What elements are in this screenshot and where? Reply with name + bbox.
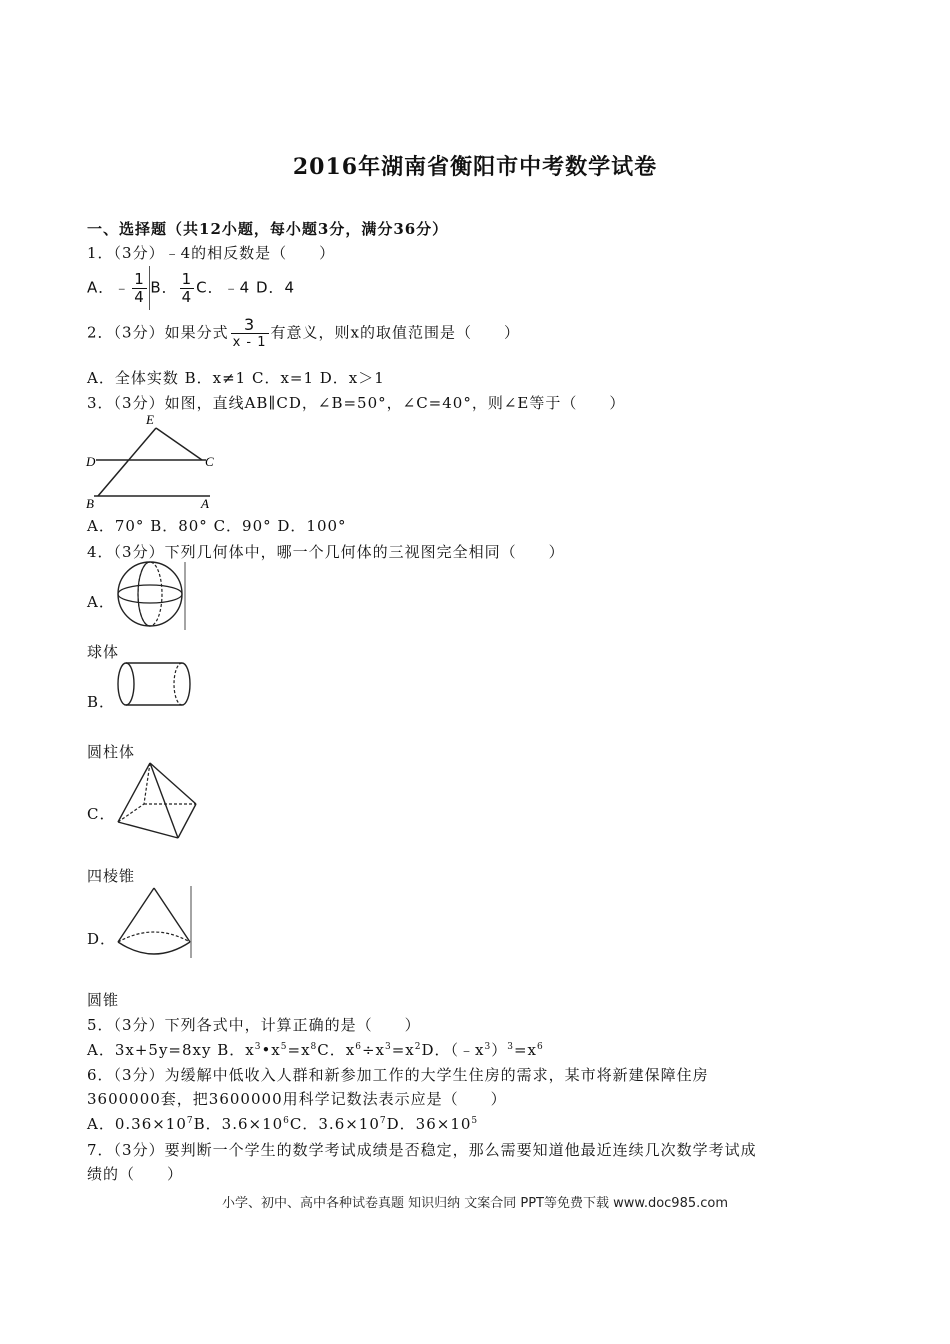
question-2-options: A．全体实数 B．x≠1 C．x=1 D．x＞1 xyxy=(87,369,385,387)
option-c-label: C． xyxy=(87,805,116,823)
question-2-prefix: 2．（3分）如果分式 xyxy=(87,323,229,342)
label-e: E xyxy=(146,412,154,427)
question-5-stem: 5．（3分）下列各式中，计算正确的是（ ） xyxy=(87,1016,421,1034)
option-d-label: D． xyxy=(87,930,117,948)
label-c: C xyxy=(205,454,214,469)
option-rest: C．﹣4 D．4 xyxy=(196,278,296,297)
label-b: B xyxy=(86,496,94,511)
pyramid-figure xyxy=(114,760,214,842)
cylinder-figure xyxy=(114,660,194,710)
fraction-one-quarter: $\frac{1}{4}$ xyxy=(134,269,145,306)
question-3-options: A．70° B．80° C．90° D．100° xyxy=(87,517,347,535)
question-2-stem xyxy=(87,316,520,351)
label-a: A xyxy=(201,496,209,511)
question-4-stem: 4．（3分）下列几何体中，哪一个几何体的三视图完全相同（ ） xyxy=(87,543,565,561)
option-b-label: B． xyxy=(87,693,116,711)
option-b-caption: 圆柱体 xyxy=(87,743,136,761)
parallel-lines-figure xyxy=(84,410,224,514)
cone-figure xyxy=(114,884,196,962)
question-1-stem: 1．（3分）﹣4的相反数是（ ） xyxy=(87,244,336,262)
option-a-caption: 球体 xyxy=(87,643,120,661)
question-3-stem: 3．（3分）如图，直线AB∥CD，∠B=50°，∠C=40°，则∠E等于（ ） xyxy=(87,394,626,412)
question-7-line2: 绩的（ ） xyxy=(87,1165,184,1183)
option-a-prefix: A．﹣ xyxy=(87,278,131,297)
question-6-line1: 6．（3分）为缓解中低收入人群和新参加工作的大学生住房的需求，某市将新建保障住房 xyxy=(87,1066,709,1084)
question-6-options: A．$0.36\times 10^7B$．$3.6\times 10^6C$．$3.6\times 10^7D$．$36\times 10^5$ xyxy=(87,1115,479,1133)
label-d: D xyxy=(86,454,96,469)
question-7-line1: 7．（3分）要判断一个学生的数学考试成绩是否稳定，那么需要知道他最近连续几次数学考试成 xyxy=(87,1141,757,1159)
option-c-caption: 四棱锥 xyxy=(87,867,136,885)
question-5-options: A．3x+5y=8xy B．$x^3•x^5=x^8C$．$x^6\div x^3=x^2D$．$(﹣x^3)^3=x^6$ xyxy=(87,1041,544,1059)
option-a-label: A． xyxy=(87,593,115,611)
question-6-line2: 3600000套，把3600000用科学记数法表示应是（ ） xyxy=(87,1090,507,1108)
question-1-options xyxy=(87,266,295,310)
fraction-3-over-x-minus-1: $\frac{3}{x - 1}$ xyxy=(232,315,267,350)
option-b-prefix: B． xyxy=(150,278,178,297)
page-footer: 小学、初中、高中各种试卷真题 知识归纳 文案合同 PPT等免费下载 www.doc985.com xyxy=(221,1196,729,1211)
question-2-suffix: 有意义，则x的取值范围是（ ） xyxy=(270,323,520,342)
option-d-caption: 圆锥 xyxy=(87,991,120,1009)
fraction-one-quarter-b: $\frac{1}{4}$ xyxy=(181,269,193,306)
section-heading: 一、选择题（共12小题，每小题3分，满分36分） xyxy=(87,220,449,238)
sphere-figure xyxy=(116,560,190,632)
page-title: 2016年湖南省衡阳市中考数学试卷 xyxy=(292,154,658,180)
